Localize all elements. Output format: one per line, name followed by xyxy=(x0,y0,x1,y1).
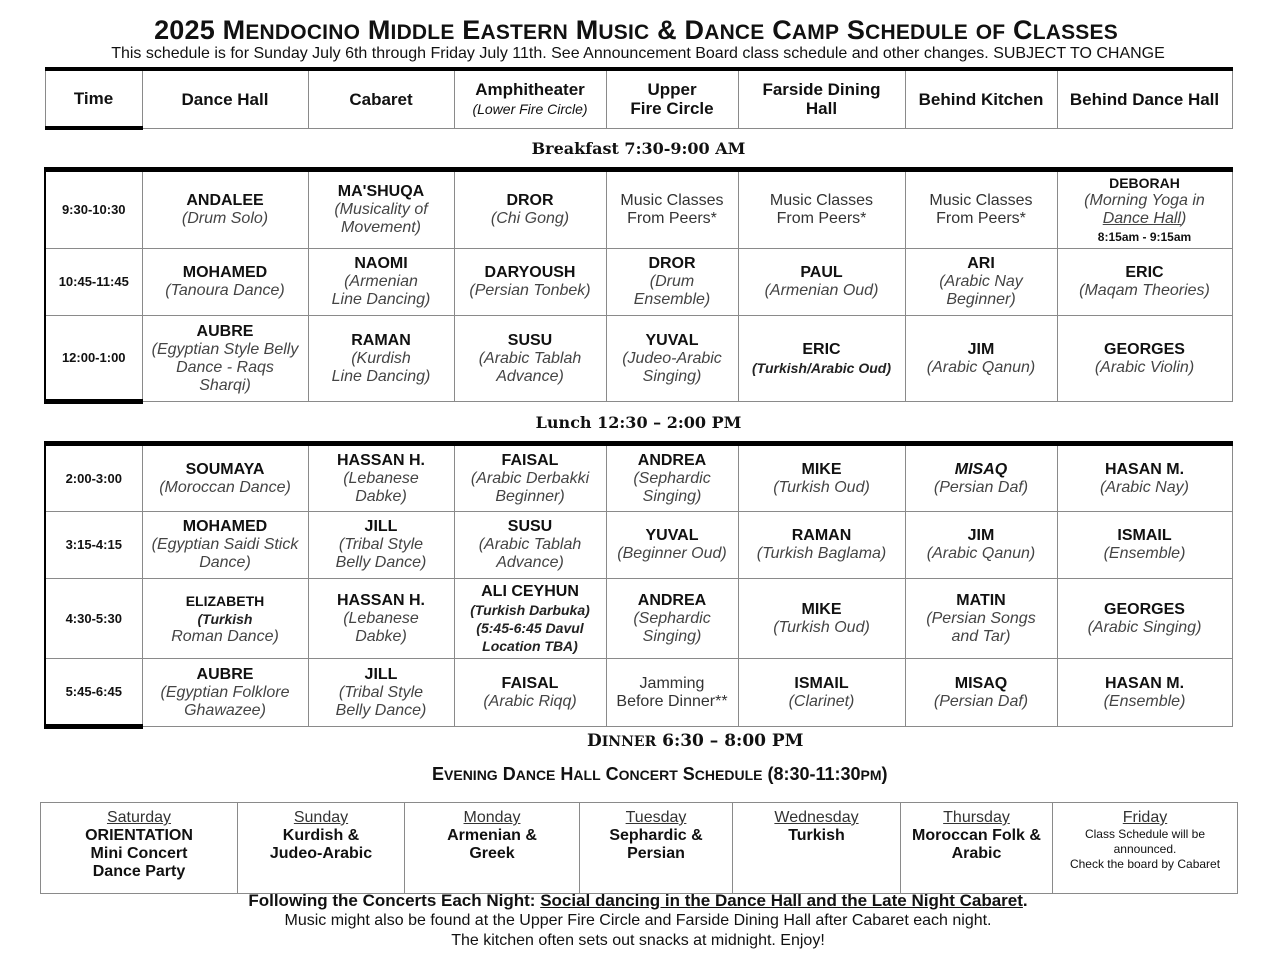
header-dance-hall: Dance Hall xyxy=(142,69,308,128)
class-cell: ERIC (Maqam Theories) xyxy=(1057,249,1232,316)
class-cell: DARYOUSH (Persian Tonbek) xyxy=(454,249,606,316)
class-cell: ALI CEYHUN (Turkish Darbuka) (5:45-6:45 Davul Location TBA) xyxy=(454,579,606,659)
class-cell: ANDREA (Sephardic Singing) xyxy=(606,444,738,512)
class-cell: MA'SHUQA (Musicality of Movement) xyxy=(308,170,454,249)
header-amphitheater: Amphitheater (Lower Fire Circle) xyxy=(454,69,606,128)
class-cell: ANDALEE (Drum Solo) xyxy=(142,170,308,249)
breakfast-band: Breakfast 7:30-9:00 AM xyxy=(45,128,1232,170)
class-cell: Jamming Before Dinner** xyxy=(606,659,738,727)
class-cell: RAMAN (Turkish Baglama) xyxy=(738,512,905,579)
concert-tuesday: Tuesday Sephardic & Persian xyxy=(580,803,733,894)
lunch-band: Lunch 12:30 – 2:00 PM xyxy=(45,402,1232,444)
class-cell: ERIC (Turkish/Arabic Oud) xyxy=(738,316,905,402)
class-cell: AUBRE (Egyptian Folklore Ghawazee) xyxy=(142,659,308,727)
class-cell: DROR (Drum Ensemble) xyxy=(606,249,738,316)
page-title: 2025 MENDOCINO MIDDLE EASTERN MUSIC & DANCE CAMP SCHEDULE OF CLASSES xyxy=(154,15,1118,45)
time-cell: 3:15-4:15 xyxy=(45,512,142,579)
class-cell: JIM (Arabic Qanun) xyxy=(905,316,1057,402)
class-cell: MOHAMED (Egyptian Saidi Stick Dance) xyxy=(142,512,308,579)
lunch-row xyxy=(45,402,1232,444)
class-cell: YUVAL (Judeo-Arabic Singing) xyxy=(606,316,738,402)
class-cell: ISMAIL (Clarinet) xyxy=(738,659,905,727)
table-row xyxy=(45,579,1232,659)
concert-row xyxy=(41,803,1238,894)
header-cabaret: Cabaret xyxy=(308,69,454,128)
evening-concert-heading: EVENING DANCE HALL CONCERT SCHEDULE (8:30-11:30PM) xyxy=(432,764,888,784)
concert-thursday: Thursday Moroccan Folk & Arabic xyxy=(901,803,1053,894)
class-cell: DROR (Chi Gong) xyxy=(454,170,606,249)
class-cell: AUBRE (Egyptian Style Belly Dance - Raqs Sharqi) xyxy=(142,316,308,402)
class-cell: SOUMAYA (Moroccan Dance) xyxy=(142,444,308,512)
table-row xyxy=(45,316,1232,402)
time-cell: 10:45-11:45 xyxy=(45,249,142,316)
header-upper-fire-circle: Upper Fire Circle xyxy=(606,69,738,128)
header-behind-kitchen: Behind Kitchen xyxy=(905,69,1057,128)
class-cell: HASSAN H. (Lebanese Dabke) xyxy=(308,579,454,659)
class-cell: ARI (Arabic Nay Beginner) xyxy=(905,249,1057,316)
concert-friday: Friday Class Schedule will be announced. Check the board by Cabaret xyxy=(1053,803,1238,894)
class-cell: NAOMI (Armenian Line Dancing) xyxy=(308,249,454,316)
table-row xyxy=(45,512,1232,579)
class-cell: FAISAL (Arabic Derbakki Beginner) xyxy=(454,444,606,512)
class-cell: GEORGES (Arabic Singing) xyxy=(1057,579,1232,659)
class-cell: HASAN M. (Ensemble) xyxy=(1057,659,1232,727)
class-cell: ELIZABETH (Turkish Roman Dance) xyxy=(142,579,308,659)
header-time: Time xyxy=(45,69,142,128)
header-behind-dance-hall: Behind Dance Hall xyxy=(1057,69,1232,128)
subtitle: This schedule is for Sunday July 6th through Friday July 11th. See Announcement Board class schedule and other changes. SUBJECT TO CHANGE xyxy=(111,45,1165,62)
class-cell: DEBORAH (Morning Yoga in Dance Hall) 8:15am - 9:15am xyxy=(1057,170,1232,249)
class-cell: JILL (Tribal Style Belly Dance) xyxy=(308,512,454,579)
table-row xyxy=(45,444,1232,512)
class-cell: Music Classes From Peers* xyxy=(606,170,738,249)
class-cell: HASAN M. (Arabic Nay) xyxy=(1057,444,1232,512)
time-cell: 9:30-10:30 xyxy=(45,170,142,249)
class-cell: GEORGES (Arabic Violin) xyxy=(1057,316,1232,402)
table-row xyxy=(45,170,1232,249)
concert-monday: Monday Armenian & Greek xyxy=(405,803,580,894)
table-row xyxy=(45,659,1232,727)
time-cell: 5:45-6:45 xyxy=(45,659,142,727)
class-cell: JILL (Tribal Style Belly Dance) xyxy=(308,659,454,727)
class-cell: MIKE (Turkish Oud) xyxy=(738,444,905,512)
footer-line-1: Following the Concerts Each Night: Social dancing in the Dance Hall and the Late Night Cabaret. xyxy=(248,891,1028,910)
class-cell: HASSAN H. (Lebanese Dabke) xyxy=(308,444,454,512)
dinner-heading: DINNER 6:30 – 8:00 PM xyxy=(587,731,804,751)
class-cell: MIKE (Turkish Oud) xyxy=(738,579,905,659)
class-cell: Music Classes From Peers* xyxy=(738,170,905,249)
class-cell: ISMAIL (Ensemble) xyxy=(1057,512,1232,579)
class-cell: SUSU (Arabic Tablah Advance) xyxy=(454,316,606,402)
class-cell: Music Classes From Peers* xyxy=(905,170,1057,249)
class-cell: MISAQ (Persian Daf) xyxy=(905,444,1057,512)
schedule-table xyxy=(44,67,1233,729)
class-cell: MISAQ (Persian Daf) xyxy=(905,659,1057,727)
class-cell: JIM (Arabic Qanun) xyxy=(905,512,1057,579)
class-cell: PAUL (Armenian Oud) xyxy=(738,249,905,316)
time-cell: 2:00-3:00 xyxy=(45,444,142,512)
header-row xyxy=(45,69,1232,128)
concert-wednesday: Wednesday Turkish xyxy=(733,803,901,894)
class-cell: MOHAMED (Tanoura Dance) xyxy=(142,249,308,316)
class-cell: ANDREA (Sephardic Singing) xyxy=(606,579,738,659)
concert-saturday: Saturday ORIENTATION Mini Concert Dance Party xyxy=(41,803,238,894)
footer-line-3: The kitchen often sets out snacks at midnight. Enjoy! xyxy=(451,932,825,949)
class-cell: YUVAL (Beginner Oud) xyxy=(606,512,738,579)
header-farside-dining-hall: Farside Dining Hall xyxy=(738,69,905,128)
breakfast-row xyxy=(45,128,1232,170)
table-row xyxy=(45,249,1232,316)
footer-line-2: Music might also be found at the Upper Fire Circle and Farside Dining Hall after Cabaret each night. xyxy=(284,912,992,929)
class-cell: SUSU (Arabic Tablah Advance) xyxy=(454,512,606,579)
class-cell: MATIN (Persian Songs and Tar) xyxy=(905,579,1057,659)
class-cell: RAMAN (Kurdish Line Dancing) xyxy=(308,316,454,402)
concert-sunday: Sunday Kurdish & Judeo-Arabic xyxy=(238,803,405,894)
class-cell: FAISAL (Arabic Riqq) xyxy=(454,659,606,727)
time-cell: 12:00-1:00 xyxy=(45,316,142,402)
time-cell: 4:30-5:30 xyxy=(45,579,142,659)
concert-table xyxy=(40,802,1238,894)
